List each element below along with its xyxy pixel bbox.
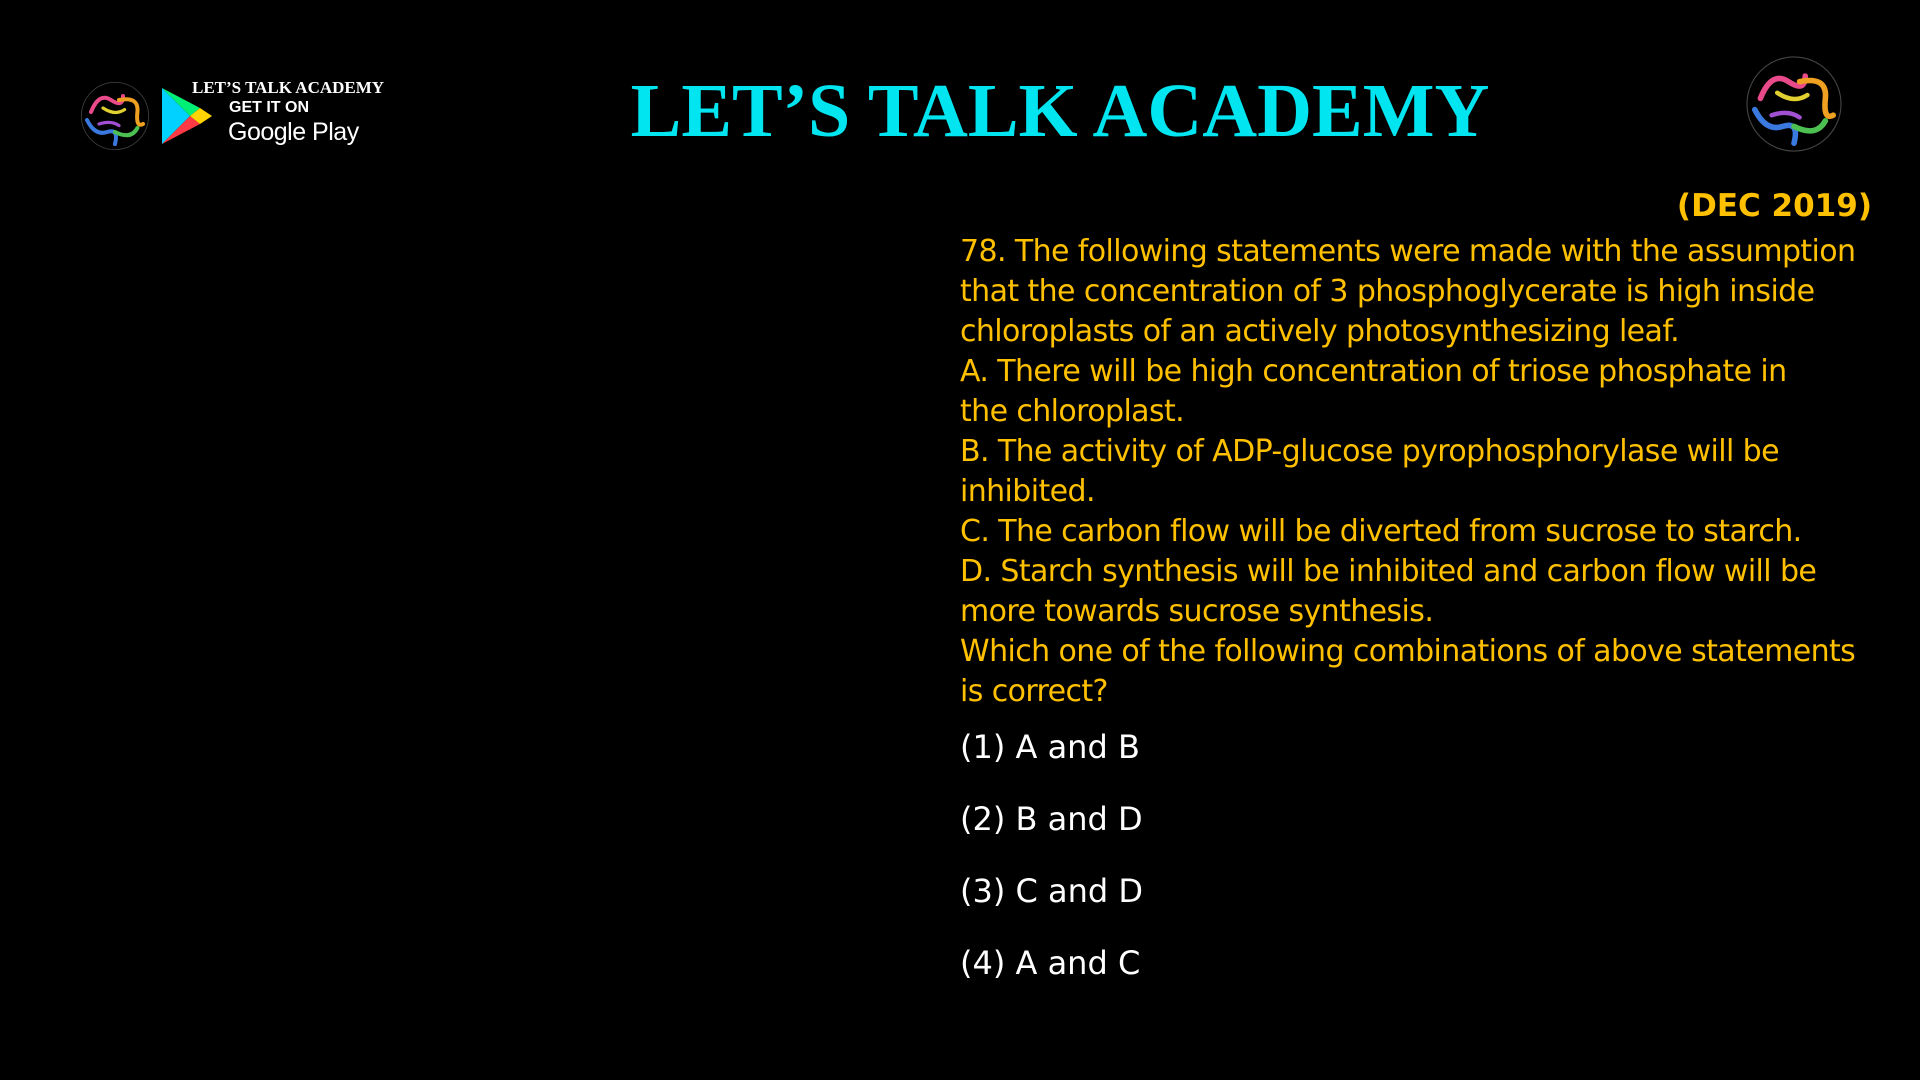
statement-d: more towards sucrose synthesis. xyxy=(960,594,1434,629)
option-2: (2) B and D xyxy=(960,800,1143,838)
badge-academy-name: LET’S TALK ACADEMY xyxy=(192,78,385,97)
protein-ribbon-logo-icon xyxy=(1738,48,1850,160)
question-prompt: Which one of the following combinations of above statements xyxy=(960,634,1856,669)
question-line: chloroplasts of an actively photosynthesizing leaf. xyxy=(960,314,1680,349)
statement-d: D. Starch synthesis will be inhibited and carbon flow will be xyxy=(960,554,1817,589)
question-line: 78. The following statements were made with the assumption xyxy=(960,234,1856,269)
statement-b: inhibited. xyxy=(960,474,1095,509)
question-text xyxy=(960,232,1880,712)
google-play-badge[interactable] xyxy=(160,78,410,152)
question-prompt: is correct? xyxy=(960,674,1108,709)
page-title: LET’S TALK ACADEMY xyxy=(630,69,1490,153)
statement-b: B. The activity of ADP-glucose pyrophosphorylase will be xyxy=(960,434,1779,469)
question-line: that the concentration of 3 phosphoglycerate is high inside xyxy=(960,274,1815,309)
option-1: (1) A and B xyxy=(960,728,1140,766)
option-3: (3) C and D xyxy=(960,872,1144,910)
badge-get-it-on: GET IT ON xyxy=(229,99,309,116)
exam-tag: (DEC 2019) xyxy=(1676,188,1872,224)
badge-store-name: Google Play xyxy=(228,118,359,146)
protein-ribbon-logo-icon xyxy=(75,76,155,156)
option-4: (4) A and C xyxy=(960,944,1141,982)
statement-c: C. The carbon flow will be diverted from sucrose to starch. xyxy=(960,514,1802,549)
answer-options xyxy=(960,726,1143,1014)
statement-a: A. There will be high concentration of triose phosphate in xyxy=(960,354,1787,389)
statement-a: the chloroplast. xyxy=(960,394,1185,429)
